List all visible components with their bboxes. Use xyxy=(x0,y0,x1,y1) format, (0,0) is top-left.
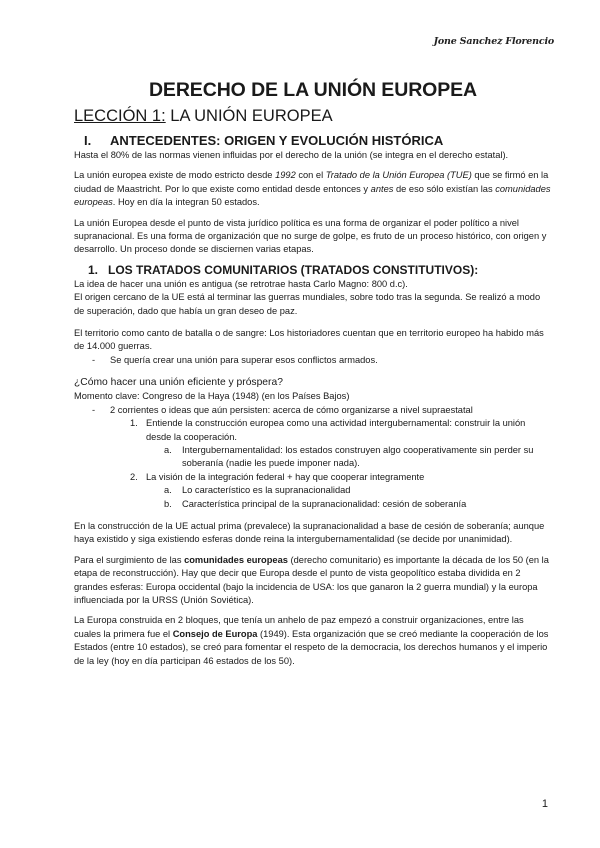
section-heading-tratados xyxy=(88,263,552,278)
lesson-heading xyxy=(74,106,552,126)
text-run: La Europa construida en 2 bloques, que tenía un anhelo de paz empezó a construir organizaciones, entre las cuales la primera fue el xyxy=(74,615,524,639)
text-run-italic: 1992 xyxy=(275,170,296,181)
paragraph-4: La idea de hacer una unión es antigua (se retrotrae hasta Carlo Magno: 800 d.c). xyxy=(74,278,408,289)
author-signature: Jone Sanchez Florencio xyxy=(433,36,554,47)
lettered-item xyxy=(74,484,552,497)
item-text: Característica principal de la supranacionalidad: cesión de soberanía xyxy=(182,498,467,509)
item-text: La visión de la integración federal + hay que cooperar integramente xyxy=(146,471,425,482)
bullet-text: Se quería crear una unión para superar esos conflictos armados. xyxy=(110,354,378,365)
item-letter: b. xyxy=(164,498,172,509)
paragraph-6: El territorio como canto de batalla o de sangre: Los historiadores cuentan que en territorio europeo ha habido más de 14.000 guerras. xyxy=(74,328,544,352)
lettered-item xyxy=(74,498,552,511)
bullet-marker: - xyxy=(92,404,96,415)
text-run-italic: antes xyxy=(370,183,394,194)
section-number: 1. xyxy=(88,262,99,277)
text-run: con el xyxy=(295,170,326,181)
text-run-bold: comunidades europeas xyxy=(184,554,288,565)
section-heading-antecedentes xyxy=(84,132,552,149)
lettered-item xyxy=(74,444,552,471)
subheading-union-eficiente: ¿Cómo hacer una unión eficiente y próspera? xyxy=(74,377,283,389)
item-letter: a. xyxy=(164,444,172,455)
text-run: (derecho comunitario) es importante la década de los 50 (en la etapa de reconstrucción). Hay que decir que Europa desde el punto de vista geopolítico estaba dividida en 2 grandes esferas: Europa occidental (bajo la incidencia de USA: los que ganaron la 2 guerra mundial) y la europa influenciada por la URSS (Unión Soviética). xyxy=(74,554,549,605)
lesson-name: LA UNIÓN EUROPEA xyxy=(165,107,333,125)
section-number: I. xyxy=(84,133,92,148)
paragraph-9 xyxy=(74,554,552,608)
text-run: (1949). Esta organización que se creó mediante la cooperación de los Estados (entre 10 estados), se creó para fomentar el respeto de la democracia, los derechos humanos y el imperio de la ley (hoy en día participan 46 estados de los 50). xyxy=(74,628,549,666)
page-number: 1 xyxy=(541,798,548,810)
paragraph-10 xyxy=(74,614,552,668)
text-run: . Hoy en día la integran 50 estados. xyxy=(112,197,260,208)
lesson-prefix: LECCIÓN 1: xyxy=(74,107,166,125)
text-run-bold: Consejo de Europa xyxy=(172,628,258,639)
text-run: de eso sólo existían las xyxy=(393,183,496,194)
paragraph-7: Momento clave: Congreso de la Haya (1948) (en los Países Bajos) xyxy=(74,391,350,402)
text-run-italic: comunidades europeas xyxy=(74,183,551,208)
item-text: Intergubernamentalidad: los estados construyen algo cooperativamente sin perder su soberanía (nadie les puede imponer nada). xyxy=(182,444,534,469)
text-run-italic: Tratado de la Unión Europea (TUE) xyxy=(325,170,472,181)
paragraph-2 xyxy=(74,169,552,209)
item-number: 2. xyxy=(130,471,138,482)
document-title: DERECHO DE LA UNIÓN EUROPEA xyxy=(148,79,478,101)
item-text: Entiende la construcción europea como una actividad intergubernamental: construir la unión desde la cooperación. xyxy=(146,418,526,442)
text-run: La unión europea existe de modo estricto desde xyxy=(74,170,276,181)
item-letter: a. xyxy=(164,485,172,496)
numbered-item xyxy=(74,471,552,484)
text-run: que se firmó en la ciudad de Maastricht. Por lo que existe como entidad desde entonces y xyxy=(74,170,549,194)
paragraph-5: El origen cercano de la UE está al terminar las guerras mundiales, sobre todo tras la segunda. Se realizó a modo de superación, dado que había un gran deseo de paz. xyxy=(74,292,541,316)
bullet-item xyxy=(74,404,552,417)
section-title: LOS TRATADOS COMUNITARIOS (TRATADOS CONSTITUTIVOS): xyxy=(108,262,479,277)
text-run: Para el surgimiento de las xyxy=(74,554,185,565)
section-title: ANTECEDENTES: ORIGEN Y EVOLUCIÓN HISTÓRICA xyxy=(110,133,444,148)
item-number: 1. xyxy=(130,418,138,429)
bullet-marker: - xyxy=(92,354,96,365)
bullet-text: 2 corrientes o ideas que aún persisten: acerca de cómo organizarse a nivel supraestatal xyxy=(110,404,473,415)
document-body xyxy=(74,78,552,668)
bullet-item xyxy=(74,354,552,367)
paragraph-3: La unión Europea desde el punto de vista jurídico política es una forma de organizar el poder político a nivel supranacional. Es una forma de organización que no surge de golpe, es fruto de un proceso histórico, con origen y desarrollo. Un proceso donde se disciernen varias etapas. xyxy=(74,217,547,255)
paragraph-1: Hasta el 80% de las normas vienen influidas por el derecho de la unión (se integra en el derecho estatal). xyxy=(74,150,509,160)
item-text: Lo característico es la supranacionalidad xyxy=(182,485,351,496)
numbered-item xyxy=(74,417,552,444)
paragraph-8: En la construcción de la UE actual prima (prevalece) la supranacionalidad a base de cesión de soberanía; aunque haya existido y siga existiendo esferas donde reina la intergubernamentalidad (se decide por unanimidad). xyxy=(74,520,545,545)
